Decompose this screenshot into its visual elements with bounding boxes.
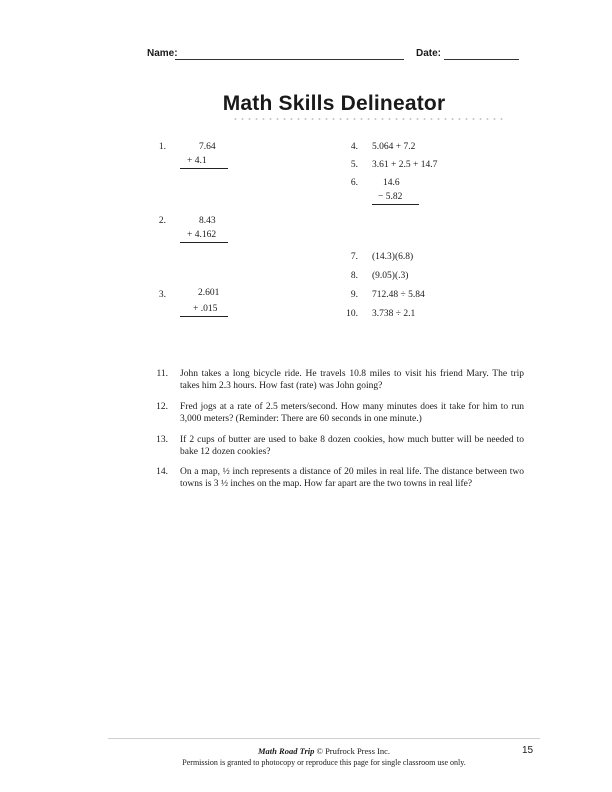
answer-rule bbox=[180, 316, 228, 317]
problem-expression: 3.738 ÷ 2.1 bbox=[372, 309, 416, 319]
problem-number: 1. bbox=[158, 142, 166, 152]
title-underline-dots bbox=[232, 118, 504, 120]
problem-number: 3. bbox=[158, 290, 166, 300]
name-line[interactable] bbox=[175, 59, 404, 60]
copyright: © Prufrock Press Inc. bbox=[316, 746, 390, 756]
word-problem-11 bbox=[152, 368, 524, 394]
problem-bottom-operand: + 4.1 bbox=[187, 156, 207, 166]
problem-top-operand: 8.43 bbox=[199, 216, 216, 226]
problem-text: On a map, ½ inch represents a distance of 20 miles in real life. The distance between two towns is 3 ½ inches on the map. How far apart are the two towns in real life? bbox=[180, 467, 524, 489]
answer-rule bbox=[180, 242, 228, 243]
problem-number: 10. bbox=[346, 309, 358, 319]
book-title: Math Road Trip bbox=[258, 746, 315, 756]
problem-text: John takes a long bicycle ride. He travels 10.8 miles to visit his friend Mary. The trip takes him 2.3 hours. How fast (rate) was John going? bbox=[180, 369, 524, 391]
footer-credit bbox=[108, 746, 540, 756]
footer-permission: Permission is granted to photocopy or reproduce this page for single classroom use only. bbox=[182, 758, 466, 767]
problem-number: 4. bbox=[350, 142, 358, 152]
problem-number: 8. bbox=[350, 271, 358, 281]
problem-bottom-operand: − 5.82 bbox=[378, 192, 403, 202]
date-label: Date: bbox=[416, 48, 442, 59]
problem-number: 11. bbox=[156, 369, 168, 379]
word-problem-14 bbox=[152, 466, 524, 506]
problem-top-operand: 2.601 bbox=[198, 288, 220, 298]
page-title: Math Skills Delineator bbox=[222, 92, 446, 115]
date-line[interactable] bbox=[444, 59, 519, 60]
problem-number: 13. bbox=[156, 435, 168, 445]
answer-rule bbox=[180, 168, 228, 169]
word-problem-13 bbox=[152, 434, 524, 460]
problem-number: 5. bbox=[350, 160, 358, 170]
problem-number: 6. bbox=[350, 178, 358, 188]
problem-expression: 712.48 ÷ 5.84 bbox=[372, 290, 425, 300]
problem-expression: (9.05)(.3) bbox=[372, 271, 409, 281]
problem-expression: 3.61 + 2.5 + 14.7 bbox=[372, 160, 438, 170]
problem-bottom-operand: + .015 bbox=[193, 304, 218, 314]
answer-rule bbox=[372, 204, 419, 205]
problem-text: Fred jogs at a rate of 2.5 meters/second. How many minutes does it take for him to run 3,000 meters? (Reminder: There are 60 seconds in one minute.) bbox=[180, 402, 524, 424]
problem-number: 2. bbox=[158, 216, 166, 226]
problem-number: 12. bbox=[156, 402, 168, 412]
problem-bottom-operand: + 4.162 bbox=[187, 230, 217, 240]
problem-expression: 5.064 + 7.2 bbox=[372, 142, 416, 152]
page-number: 15 bbox=[522, 745, 534, 756]
problem-top-operand: 14.6 bbox=[383, 178, 400, 188]
problem-top-operand: 7.64 bbox=[199, 142, 216, 152]
problem-expression: (14.3)(6.8) bbox=[372, 252, 414, 262]
footer-divider bbox=[108, 738, 540, 739]
name-label: Name: bbox=[147, 48, 178, 59]
problem-text: If 2 cups of butter are used to bake 8 dozen cookies, how much butter will be needed to bake 12 dozen cookies? bbox=[180, 435, 524, 457]
word-problem-12 bbox=[152, 401, 524, 427]
problem-number: 9. bbox=[350, 290, 358, 300]
problem-number: 7. bbox=[350, 252, 358, 262]
problem-number: 14. bbox=[156, 467, 168, 477]
